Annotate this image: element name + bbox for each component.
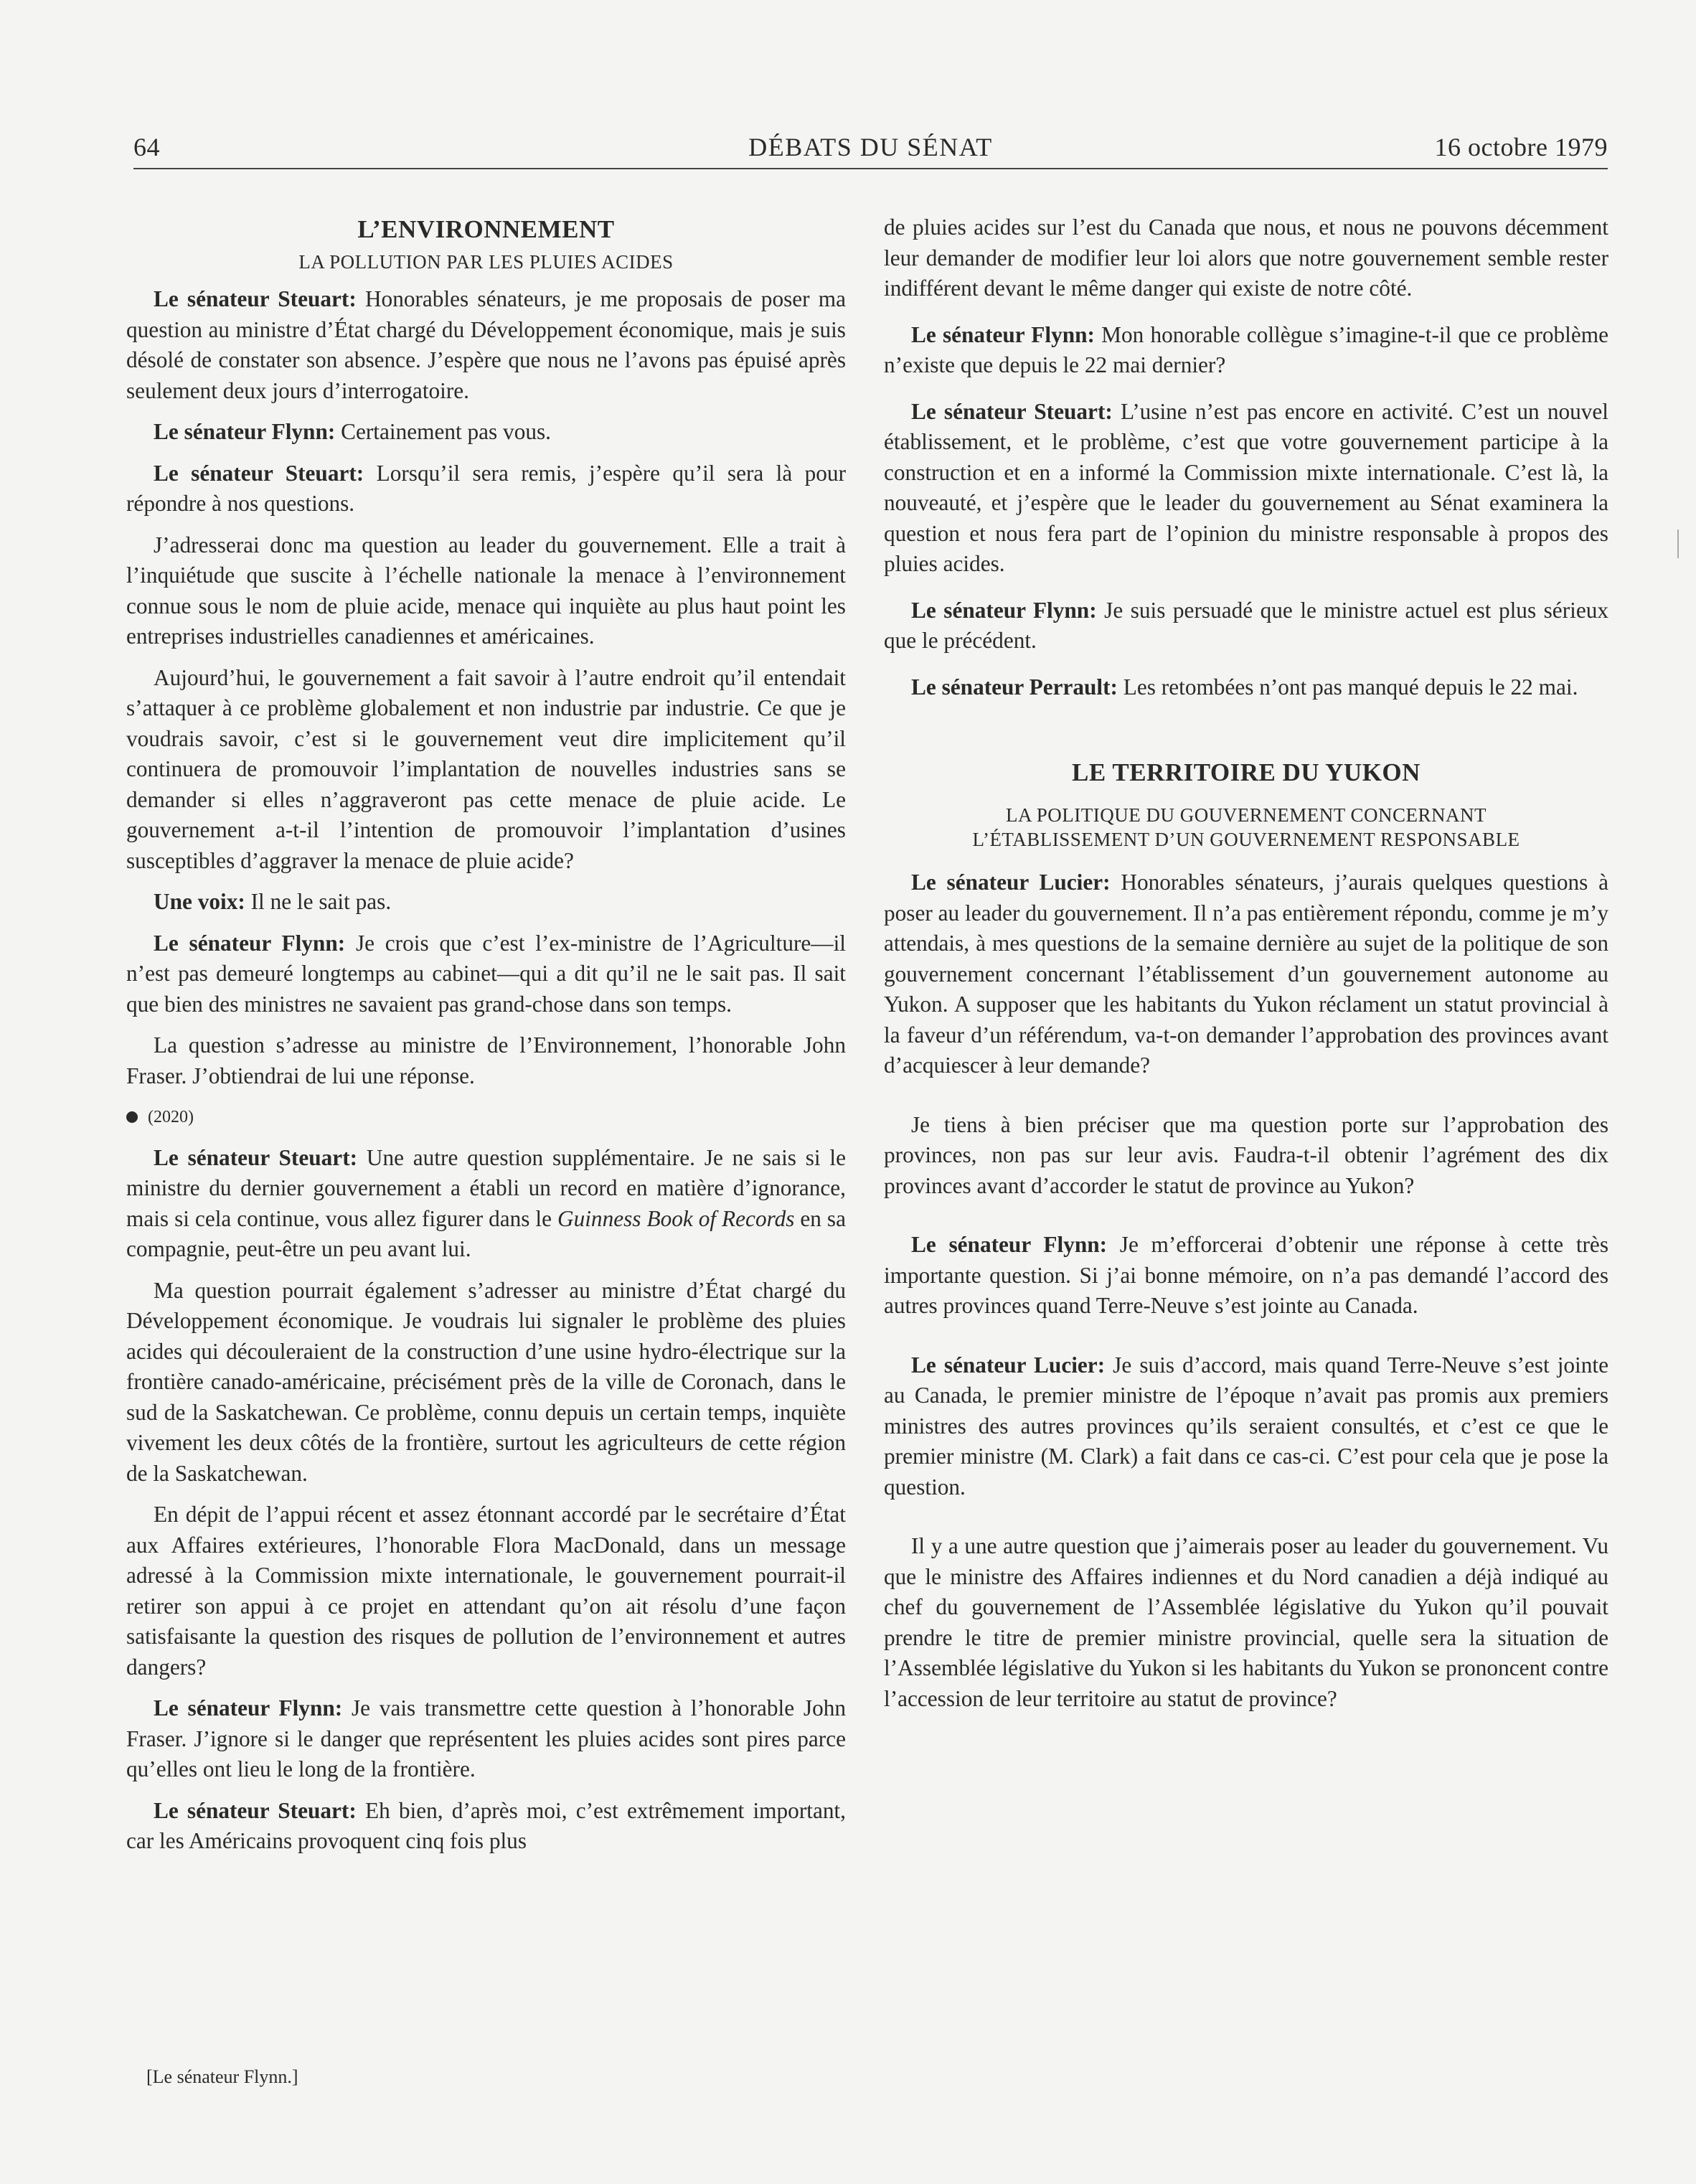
- paragraph: [884, 1230, 1608, 1322]
- time-marker-label: (2020): [148, 1108, 194, 1126]
- speech-text: en sa compagnie, peut-être un peu avant lui.: [126, 1205, 846, 1261]
- speech-text: Il ne le sait pas.: [245, 889, 392, 914]
- paragraph: Ma question pourrait également s’adresser au ministre d’État chargé du Développement économique. Je voudrais lui signaler le problème des pluies acides qui découleraient de la construction d’une usine hydro-électrique sur la frontière canado-américaine, précisément près de la ville de Coronach, dans le sud de la Saskatchewan. Ce problème, connu depuis un certain temps, inquiète vivement les deux côtés de la frontière, surtout les agriculteurs de cette région de la Saskatchewan.: [126, 1277, 846, 1486]
- section-title-environment: L’ENVIRONNEMENT: [357, 215, 615, 243]
- speaker-name: Le sénateur Flynn:: [911, 321, 1095, 347]
- publication-title: DÉBATS DU SÉNAT: [748, 133, 993, 161]
- left-column: [126, 212, 846, 1868]
- speech-text: Lorsqu’il sera remis, j’espère qu’il sera là pour répondre à nos questions.: [126, 460, 846, 516]
- speech-text: Une autre question supplémentaire. Je ne sais si le ministre du dernier gouvernement a établi un record en matière d’ignorance, mais si cela continue, vous allez figurer dans le: [126, 1144, 846, 1231]
- time-marker: [126, 1102, 846, 1133]
- speaker-name: Le sénateur Flynn:: [154, 930, 346, 956]
- paragraph: En dépit de l’appui récent et assez étonnant accordé par le secrétaire d’État aux Affaires extérieures, l’honorable Flora MacDonald, dans un message adressé à la Commission mixte internationale, le gouvernement pourrait-il retirer son appui à ce projet en attendant qu’on ait résolu d’une façon satisfaisante la question des risques de pollution de l’environnement et autres dangers?: [126, 1502, 846, 1680]
- paragraph: Il y a une autre question que j’aimerais poser au leader du gouvernement. Vu que le ministre des Affaires indiennes et du Nord canadien a déjà indiqué au chef du gouvernement de l’Assemblée législative du Yukon qu’il pouvait prendre le titre de premier ministre provincial, quelle sera la situation de l’Assemblée législative du Yukon si les habitants du Yukon se prononcent contre l’accession de leur territoire au statut de province?: [884, 1533, 1608, 1711]
- speech-text: Eh bien, d’après moi, c’est extrêmement important, car les Américains provoquent cinq fois plus: [126, 1797, 846, 1853]
- paragraph: [126, 887, 846, 918]
- speaker-name: Le sénateur Steuart:: [154, 460, 364, 486]
- paragraph: J’adresserai donc ma question au leader du gouvernement. Elle a trait à l’inquiétude que suscite à l’échelle nationale la menace à l’environnement connue sous le nom de pluie acide, menace qui inquiète au plus haut point les entreprises industrielles canadiennes et américaines.: [126, 532, 846, 649]
- speech-text: Honorables sénateurs, je me proposais de poser ma question au ministre d’État chargé du Développement économique, mais je suis désolé de constater son absence. J’espère que nous ne l’avons pas épuisé après seulement deux jours d’interrogatoire.: [126, 286, 846, 403]
- paragraph: [126, 928, 846, 1020]
- speaker-name: Le sénateur Steuart:: [154, 1797, 357, 1823]
- paragraph: [884, 1350, 1608, 1503]
- speaker-name: Le sénateur Steuart:: [911, 398, 1113, 424]
- speech-text: Certainement pas vous.: [335, 419, 552, 444]
- speech-text: L’usine n’est pas encore en activité. C’est un nouvel établissement, et le problème, c’est que votre gouvernement participe à la construction et en a informé la Commission mixte internationale. C’est là, la nouveauté, et j’espère que le leader du gouvernement au Sénat examinera la question et nous fera part de l’opinion du ministre responsable à propos des pluies acides.: [884, 398, 1609, 576]
- speech-text: Honorables sénateurs, j’aurais quelques questions à poser au leader du gouvernement. Il n’a pas entièrement répondu, comme je m’y attendais, à mes questions de la semaine dernière au sujet de la politique de son gouvernement concernant l’établissement d’un gouvernement autonome au Yukon. A supposer que les habitants du Yukon réclament un statut provincial à la faveur d’un référendum, va-t-on demander l’approbation des provinces avant d’acquiescer à leur demande?: [884, 870, 1608, 1078]
- paragraph: [126, 1693, 846, 1785]
- bullet-icon: [126, 1111, 138, 1123]
- page-number: 64: [133, 133, 160, 161]
- speaker-name: Une voix:: [154, 889, 245, 914]
- paragraph: [126, 284, 846, 406]
- paragraph: de pluies acides sur l’est du Canada que nous, et nous ne pouvons décemment leur demander de modifier leur loi alors que notre gouvernement semble rester indifférent devant le même danger qui existe de notre côté.: [884, 215, 1608, 301]
- paragraph: Aujourd’hui, le gouvernement a fait savoir à l’autre endroit qu’il entendait s’attaquer à ce problème globalement et non industrie par industrie. Ce que je voudrais savoir, c’est si le gouvernement veut dire implicitement qu’il continuera de promouvoir l’implantation de nouvelles industries sans se demander si elles n’aggraveront pas cette menace de pluie acide. Le gouvernement a-t-il l’intention de promouvoir l’implantation d’usines susceptibles d’aggraver la menace de pluie acide?: [126, 664, 846, 873]
- section-title-yukon: LE TERRITOIRE DU YUKON: [1072, 758, 1421, 786]
- paragraph: [126, 458, 846, 519]
- right-column: [884, 212, 1608, 1725]
- paragraph: [884, 867, 1608, 1081]
- speaker-name: Le sénateur Lucier:: [911, 1352, 1106, 1378]
- speech-text: Mon honorable collègue s’imagine-t-il que ce problème n’existe que depuis le 22 mai dernier?: [884, 321, 1608, 377]
- continuation-note: [Le sénateur Flynn.]: [146, 2066, 298, 2087]
- speech-text: Les retombées n’ont pas manqué depuis le 22 mai.: [1117, 674, 1578, 700]
- section-subtitle-line-2: L’ÉTABLISSEMENT D’UN GOUVERNEMENT RESPONSABLE: [972, 829, 1520, 850]
- paragraph: [884, 596, 1608, 656]
- speech-text: Je m’efforcerai d’obtenir une réponse à cette très importante question. Si j’ai bonne mémoire, on n’a pas demandé l’accord des autres provinces quand Terre-Neuve s’est jointe au Canada.: [884, 1232, 1609, 1318]
- speech-text: Je vais transmettre cette question à l’honorable John Fraser. J’ignore si le danger que représentent les pluies acides sont pires parce qu’elles ont lieu le long de la frontière.: [126, 1695, 847, 1781]
- paragraph: [126, 417, 846, 448]
- section-subtitle-line-1: LA POLITIQUE DU GOUVERNEMENT CONCERNANT: [1006, 804, 1487, 826]
- speaker-name: Le sénateur Steuart:: [154, 286, 357, 311]
- publication-date: 16 octobre 1979: [1434, 133, 1608, 161]
- speaker-name: Le sénateur Flynn:: [154, 419, 336, 444]
- scan-mark: [1677, 529, 1679, 558]
- paragraph: [884, 320, 1608, 381]
- paragraph: La question s’adresse au ministre de l’Environnement, l’honorable John Fraser. J’obtiendrai de lui une réponse.: [126, 1032, 846, 1088]
- section-subtitle-acid-rain: LA POLLUTION PAR LES PLUIES ACIDES: [298, 251, 674, 273]
- italic-title: Guinness Book of Records: [557, 1205, 795, 1231]
- speaker-name: Le sénateur Flynn:: [154, 1695, 343, 1721]
- page-header: [133, 129, 1608, 169]
- paragraph: [884, 672, 1608, 703]
- speaker-name: Le sénateur Perrault:: [911, 674, 1118, 700]
- paragraph: [884, 397, 1608, 580]
- speech-text: Je suis persuadé que le ministre actuel est plus sérieux que le précédent.: [884, 597, 1609, 653]
- speaker-name: Le sénateur Flynn:: [911, 1232, 1108, 1257]
- speaker-name: Le sénateur Lucier:: [911, 870, 1111, 895]
- speech-text: Je crois que c’est l’ex-ministre de l’Agriculture—il n’est pas demeuré longtemps au cabinet—qui a dit qu’il ne le sait pas. Il sait que bien des ministres ne savaient pas grand-chose dans son temps.: [126, 930, 846, 1017]
- speech-text: Je suis d’accord, mais quand Terre-Neuve s’est jointe au Canada, le premier ministre de l’époque n’avait pas promis aux premiers ministres des autres provinces qu’ils seraient consultés, et c’est ce que le premier ministre (M. Clark) a fait dans ce cas-ci. C’est pour cela que je pose la question.: [884, 1352, 1608, 1500]
- speaker-name: Le sénateur Flynn:: [911, 597, 1097, 623]
- speaker-name: Le sénateur Steuart:: [154, 1144, 358, 1170]
- paragraph: Je tiens à bien préciser que ma question porte sur l’approbation des provinces, non pas sur leur avis. Faudra-t-il obtenir l’agrément des dix provinces avant d’accorder le statut de province au Yukon?: [884, 1111, 1608, 1198]
- paragraph: [126, 1143, 846, 1265]
- paragraph: [126, 1796, 846, 1857]
